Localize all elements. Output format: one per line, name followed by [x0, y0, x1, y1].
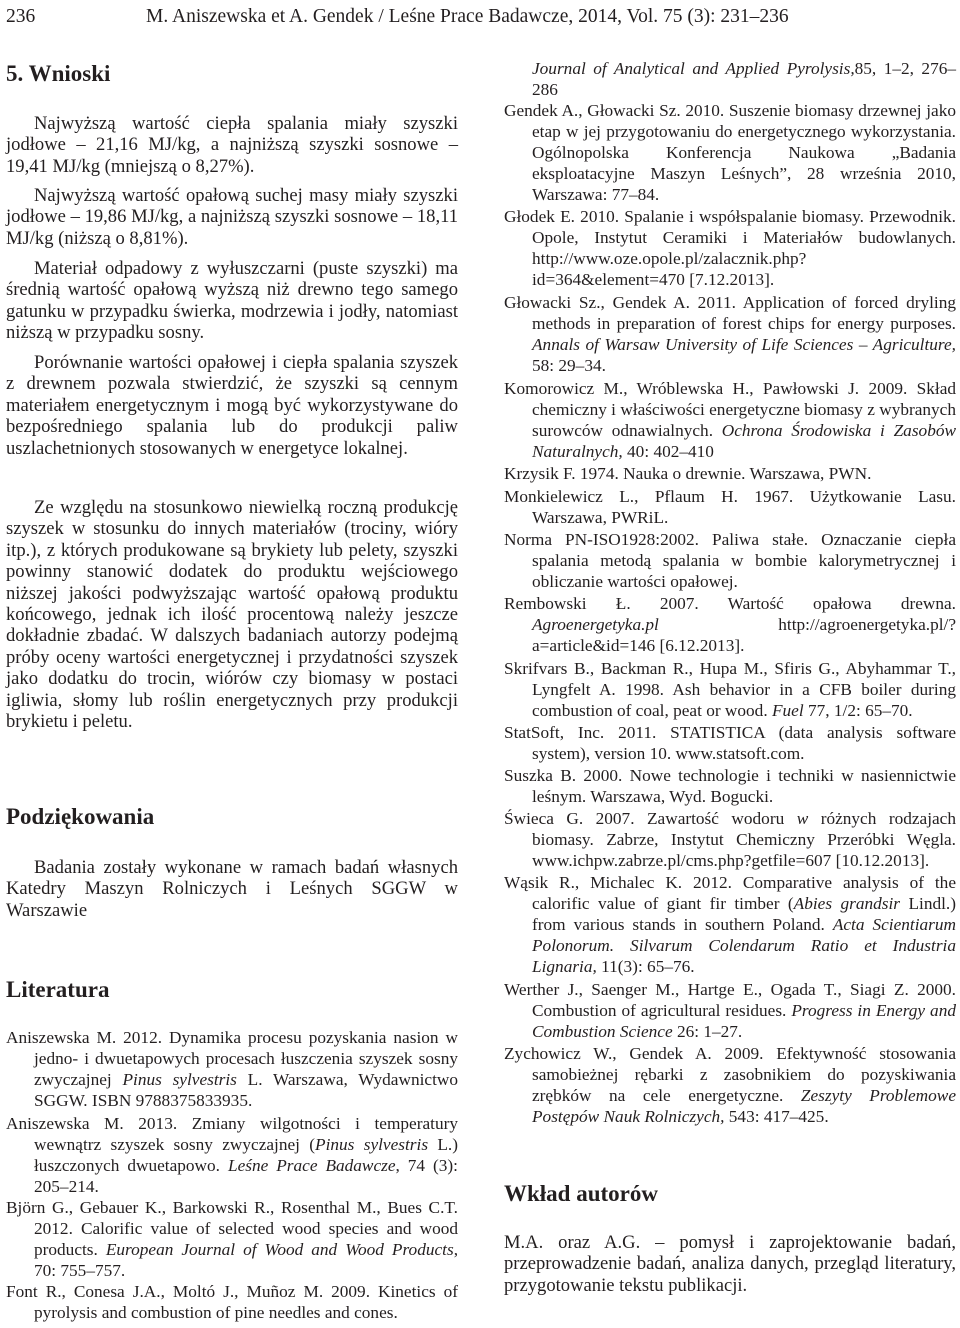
- page-number: 236: [6, 6, 36, 27]
- acknowledgements-heading: Podziękowania: [6, 804, 155, 829]
- reference-item: Gendek A., Głowacki Sz. 2010. Suszenie biomasy drzewnej jako etap w jej przygotowaniu do energetycznego wykorzystania. Ogólnopolska Konferencja Naukowa „Badania eksploatacyjne Maszyn Leśnych”, 28 września 2010, Warszawa: 77–84.: [504, 101, 956, 204]
- reference-item: Aniszewska M. 2012. Dynamika procesu pozyskania nasion w jedno- i dwuetapowych procesach łuszczenia szyszek sosny zwyczajnej Pinus sylvestris L. Warszawa, Wydawnictwo SGGW. ISBN 9788375833935.: [6, 1028, 458, 1110]
- running-header: [6, 2, 956, 32]
- literature-heading: Literatura: [6, 977, 110, 1002]
- conclusions-heading: 5. Wnioski: [6, 61, 111, 86]
- contributions-heading: Wkład autorów: [504, 1181, 658, 1206]
- conclusion-paragraph-2: Najwyższą wartość opałową suchej masy miały szyszki jodłowe – 19,86 MJ/kg, a najniższą szyszki sosnowe – 18,11 MJ/kg (niższą o 8,81%).: [6, 185, 458, 249]
- reference-continuation: Journal of Analytical and Applied Pyrolysis,85, 1–2, 276–286: [532, 59, 956, 99]
- conclusion-paragraph-5: Ze względu na stosunkowo niewielką roczną produkcję szyszek w stosunku do innych materiałów (trociny, wióry itp.), z których produkowane są brykiety lub pelety, szyszki powinny stanowić dodatek do produktu wejściowego niższej jakości podwyższając wartość opałową produktu końcowego, jednak ich ilość procentową należy jeszcze dokładnie zbadać. W dalszych badaniach autorzy podejmą próby oceny wartości energetycznej i przydatności szyszek jako dodatku do trocin, wiórów czy biomasy w postaci igliwia, słomy lub roślin energetycznych przy produkcji brykietu i peletu.: [6, 497, 458, 733]
- reference-item: Font R., Conesa J.A., Moltó J., Muñoz M. 2009. Kinetics of pyrolysis and combustion of pine needles and cones.: [6, 1282, 458, 1322]
- conclusion-paragraph-3: Materiał odpadowy z wyłuszczarni (puste szyszki) ma średnią wartość opałową wyższą niż drewno tego samego gatunku w przypadku świerka, modrzewia i jodły, natomiast niższą w przypadku sosny.: [6, 258, 458, 344]
- contributions-text: M.A. oraz A.G. – pomysł i zaprojektowanie badań, przeprowadzenie badań, analiza danych, przegląd literatury, przygotowanie tekstu publikacji.: [504, 1232, 956, 1296]
- reference-item: Świeca G. 2007. Zawartość wodoru w różnych rodzajach biomasy. Zabrze, Instytut Chemiczny Przeróbki Węgla. www.ichpw.zabrze.pl/cms.php?getfile=607 [10.12.2013].: [504, 809, 956, 870]
- reference-item: Skrifvars B., Backman R., Hupa M., Sfiris G., Abyhammar T., Lyngfelt A. 1998. Ash behavior in a CFB boiler during combustion of coal, peat or wood. Fuel 77, 1/2: 65–70.: [504, 659, 956, 720]
- conclusion-paragraph-4: Porównanie wartości opałowej i ciepła spalania szyszek z drewnem pozwala stwierdzić, że szyszki są cennym materiałem energetycznym i mogą być wykorzystywane do bezpośredniego spalania lub do produkcji paliw uszlachetnionych stosowanych w energetyce lokalnej.: [6, 352, 458, 459]
- reference-item: Norma PN-ISO1928:2002. Paliwa stałe. Oznaczanie ciepła spalania metodą spalania w bombie kalorymetrycznej i obliczanie wartości opałowej.: [504, 530, 956, 591]
- acknowledgements-text: Badania zostały wykonane w ramach badań własnych Katedry Maszyn Rolniczych i Leśnych SGGW w Warszawie: [6, 857, 458, 921]
- reference-item: Rembowski Ł. 2007. Wartość opałowa drewna. Agroenergetyka.pl http://agroenergetyka.pl/?a=article&id=146 [6.12.2013].: [504, 594, 956, 655]
- reference-item: Aniszewska M. 2013. Zmiany wilgotności i temperatury wewnątrz szyszek sosny zwyczajnej (Pinus sylvestris L.) łuszczonych dwuetapowo. Leśne Prace Badawcze, 74 (3): 205–214.: [6, 1114, 458, 1196]
- reference-item: Głowacki Sz., Gendek A. 2011. Application of forced dryling methods in preparation of forest chips for energy purposes. Annals of Warsaw University of Life Sciences – Agriculture, 58: 29–34.: [504, 293, 956, 375]
- reference-item: Krzysik F. 1974. Nauka o drewnie. Warszawa, PWN.: [504, 464, 872, 483]
- conclusion-paragraph-1: Najwyższą wartość ciepła spalania miały szyszki jodłowe – 21,16 MJ/kg, a najniższą szyszki sosnowe – 19,41 MJ/kg (mniejszą o 8,27%).: [6, 113, 458, 177]
- running-title: M. Aniszewska et A. Gendek / Leśne Prace Badawcze, 2014, Vol. 75 (3): 231–236: [146, 6, 789, 27]
- reference-item: Zychowicz W., Gendek A. 2009. Efektywność stosowania samobieżnej rębarki z zasobnikiem do pozyskiwania zrębków na cele energetyczne. Zeszyty Problemowe Postępów Nauk Rolniczych, 543: 417–425.: [504, 1044, 956, 1126]
- reference-item: Werther J., Saenger M., Hartge E., Ogada T., Siagi Z. 2000. Combustion of agricultural residues. Progress in Energy and Combustion Science 26: 1–27.: [504, 980, 956, 1041]
- reference-item: Głodek E. 2010. Spalanie i współspalanie biomasy. Przewodnik. Opole, Instytut Ceramiki i Materiałów budowlanych. http://www.oze.opole.pl/zalacznik.php?id=364&element=470 [7.12.2013].: [504, 207, 956, 289]
- reference-item: Björn G., Gebauer K., Barkowski R., Rosenthal M., Bues C.T. 2012. Calorific value of selected wood species and wood products. European Journal of Wood and Wood Products, 70: 755–757.: [6, 1198, 459, 1280]
- reference-item: Monkielewicz L., Pflaum H. 1967. Użytkowanie Lasu. Warszawa, PWRiL.: [504, 487, 956, 527]
- reference-item: Wąsik R., Michalec K. 2012. Comparative analysis of the calorific value of giant fir timber (Abies grandsir Lindl.) from various stands in southern Poland. Acta Scientiarum Polonorum. Silvarum Colendarum Ratio et Industria Lignaria, 11(3): 65–76.: [504, 873, 956, 976]
- reference-item: Komorowicz M., Wróblewska H., Pawłowski J. 2009. Skład chemiczny i właściwości energetyczne biomasy z wybranych surowców odnawialnych. Ochrona Środowiska i Zasobów Naturalnych, 40: 402–410: [504, 379, 956, 461]
- reference-item: Suszka B. 2000. Nowe technologie i techniki w nasiennictwie leśnym. Warszawa, Wyd. Bogucki.: [504, 766, 956, 806]
- reference-item: StatSoft, Inc. 2011. STATISTICA (data analysis software system), version 10. www.statsoft.com.: [504, 723, 956, 763]
